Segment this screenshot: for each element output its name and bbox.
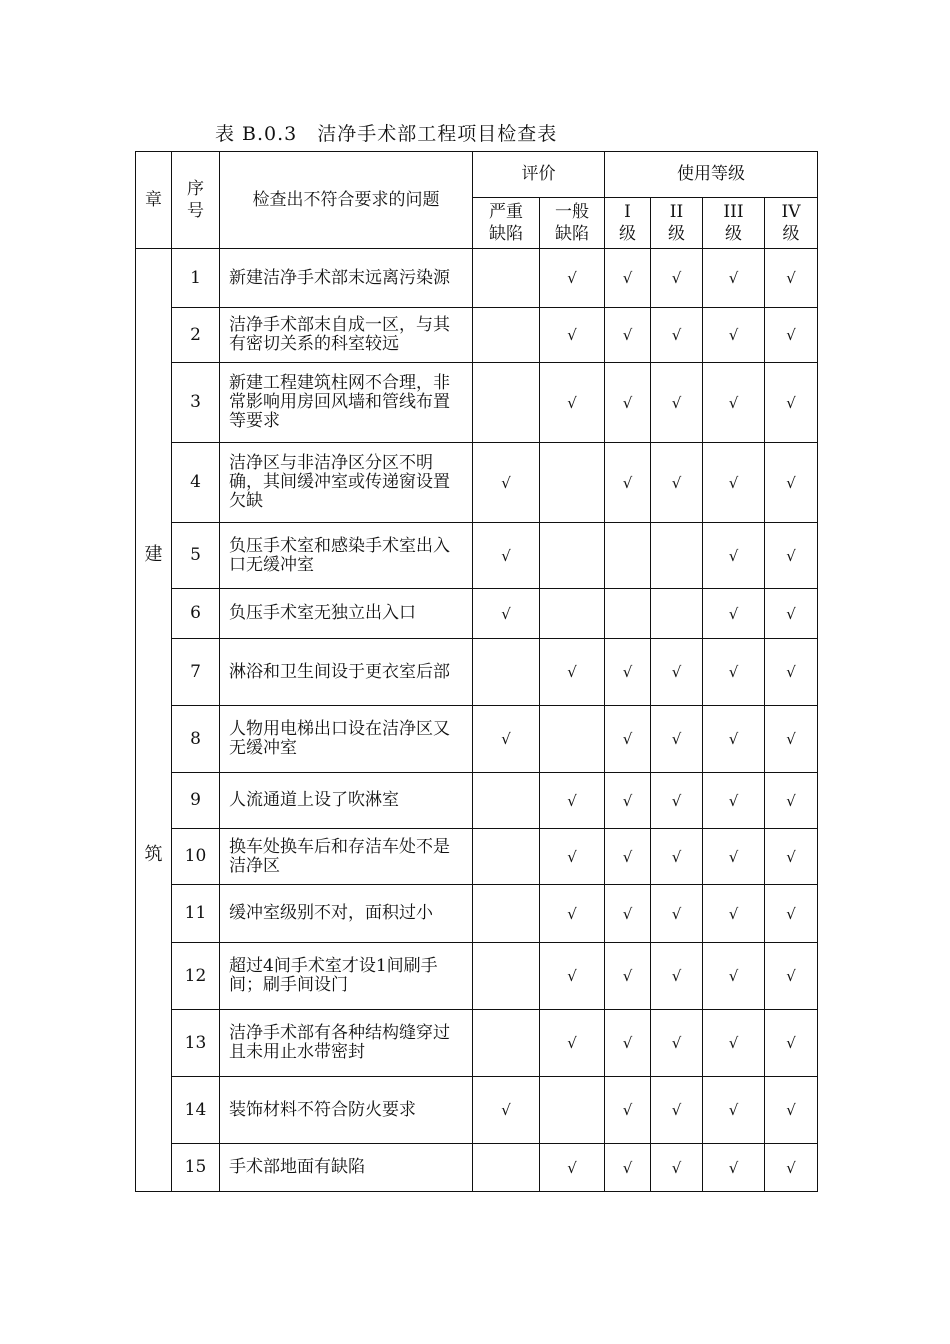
mark-grade-1: √ xyxy=(605,639,651,706)
mark-grade-1: √ xyxy=(605,363,651,443)
row-issue: 超过4间手术室才设1间刷手间；刷手间设门 xyxy=(220,943,473,1010)
row-seq: 10 xyxy=(172,829,220,885)
mark-general-defect xyxy=(540,523,605,589)
mark-grade-1: √ xyxy=(605,249,651,308)
row-seq: 5 xyxy=(172,523,220,589)
mark-general-defect: √ xyxy=(540,363,605,443)
row-seq: 4 xyxy=(172,443,220,523)
header-grade: 使用等级 xyxy=(605,152,818,198)
mark-grade-1: √ xyxy=(605,1077,651,1144)
inspection-table xyxy=(135,151,818,1192)
mark-grade-2: √ xyxy=(651,308,703,363)
row-issue: 人流通道上设了吹淋室 xyxy=(220,773,473,829)
mark-grade-3: √ xyxy=(703,308,765,363)
mark-severe-defect xyxy=(473,829,540,885)
mark-grade-4: √ xyxy=(765,1144,818,1192)
header-seq: 序号 xyxy=(172,152,220,249)
mark-severe-defect xyxy=(473,943,540,1010)
row-issue: 洁净区与非洁净区分区不明确，其间缓冲室或传递窗设置欠缺 xyxy=(220,443,473,523)
mark-grade-3: √ xyxy=(703,639,765,706)
header-grade-1: I级 xyxy=(605,198,651,249)
mark-grade-1: √ xyxy=(605,706,651,773)
mark-severe-defect xyxy=(473,1144,540,1192)
chapter-char-2: 筑 xyxy=(144,844,163,865)
mark-general-defect: √ xyxy=(540,249,605,308)
mark-general-defect: √ xyxy=(540,829,605,885)
mark-grade-1 xyxy=(605,589,651,639)
row-issue: 新建洁净手术部末远离污染源 xyxy=(220,249,473,308)
row-issue: 洁净手术部有各种结构缝穿过且未用止水带密封 xyxy=(220,1010,473,1077)
table-row xyxy=(136,443,818,523)
row-seq: 13 xyxy=(172,1010,220,1077)
row-issue: 缓冲室级别不对，面积过小 xyxy=(220,885,473,943)
mark-grade-3: √ xyxy=(703,363,765,443)
row-issue: 负压手术室和感染手术室出入口无缓冲室 xyxy=(220,523,473,589)
chapter-char-1: 建 xyxy=(144,544,163,565)
table-row xyxy=(136,943,818,1010)
mark-grade-4: √ xyxy=(765,523,818,589)
mark-severe-defect xyxy=(473,773,540,829)
table-row xyxy=(136,1010,818,1077)
row-issue: 负压手术室无独立出入口 xyxy=(220,589,473,639)
mark-grade-3: √ xyxy=(703,1144,765,1192)
mark-grade-1: √ xyxy=(605,443,651,523)
header-rating-general: 一般缺陷 xyxy=(540,198,605,249)
mark-severe-defect xyxy=(473,885,540,943)
header-rating-severe: 严重缺陷 xyxy=(473,198,540,249)
table-row xyxy=(136,829,818,885)
row-seq: 7 xyxy=(172,639,220,706)
mark-grade-3: √ xyxy=(703,1010,765,1077)
mark-grade-2: √ xyxy=(651,943,703,1010)
mark-grade-2: √ xyxy=(651,443,703,523)
mark-grade-1: √ xyxy=(605,943,651,1010)
mark-general-defect: √ xyxy=(540,639,605,706)
table-row xyxy=(136,1077,818,1144)
row-issue: 换车处换车后和存洁车处不是洁净区 xyxy=(220,829,473,885)
row-seq: 1 xyxy=(172,249,220,308)
row-seq: 12 xyxy=(172,943,220,1010)
mark-grade-3: √ xyxy=(703,943,765,1010)
mark-grade-1: √ xyxy=(605,773,651,829)
mark-grade-4: √ xyxy=(765,885,818,943)
mark-grade-4: √ xyxy=(765,773,818,829)
mark-severe-defect xyxy=(473,639,540,706)
header-rating: 评价 xyxy=(473,152,605,198)
table-row xyxy=(136,639,818,706)
mark-grade-2: √ xyxy=(651,249,703,308)
mark-grade-4: √ xyxy=(765,308,818,363)
table-row xyxy=(136,523,818,589)
row-seq: 6 xyxy=(172,589,220,639)
mark-grade-4: √ xyxy=(765,943,818,1010)
mark-grade-3: √ xyxy=(703,773,765,829)
mark-grade-4: √ xyxy=(765,443,818,523)
header-grade-4: IV级 xyxy=(765,198,818,249)
row-seq: 15 xyxy=(172,1144,220,1192)
mark-grade-4: √ xyxy=(765,249,818,308)
mark-general-defect xyxy=(540,1077,605,1144)
mark-general-defect: √ xyxy=(540,1010,605,1077)
row-issue: 新建工程建筑柱网不合理，非常影响用房回风墙和管线布置等要求 xyxy=(220,363,473,443)
mark-grade-1: √ xyxy=(605,1010,651,1077)
mark-general-defect: √ xyxy=(540,885,605,943)
table-row xyxy=(136,773,818,829)
row-seq: 8 xyxy=(172,706,220,773)
mark-grade-3: √ xyxy=(703,1077,765,1144)
chapter-cell xyxy=(136,249,172,1192)
row-seq: 11 xyxy=(172,885,220,943)
mark-grade-2 xyxy=(651,589,703,639)
mark-severe-defect xyxy=(473,1010,540,1077)
mark-grade-3: √ xyxy=(703,443,765,523)
header-grade-2: II级 xyxy=(651,198,703,249)
mark-grade-1 xyxy=(605,523,651,589)
mark-general-defect: √ xyxy=(540,943,605,1010)
mark-grade-1: √ xyxy=(605,885,651,943)
header-chapter: 章 xyxy=(136,152,172,249)
mark-grade-3: √ xyxy=(703,249,765,308)
mark-grade-4: √ xyxy=(765,363,818,443)
mark-grade-4: √ xyxy=(765,639,818,706)
mark-general-defect: √ xyxy=(540,773,605,829)
mark-grade-2: √ xyxy=(651,1077,703,1144)
mark-grade-2: √ xyxy=(651,639,703,706)
row-seq: 2 xyxy=(172,308,220,363)
mark-severe-defect xyxy=(473,363,540,443)
mark-general-defect: √ xyxy=(540,1144,605,1192)
mark-grade-2: √ xyxy=(651,363,703,443)
mark-severe-defect: √ xyxy=(473,523,540,589)
table-row xyxy=(136,589,818,639)
mark-grade-2: √ xyxy=(651,1144,703,1192)
mark-grade-3: √ xyxy=(703,706,765,773)
mark-grade-4: √ xyxy=(765,589,818,639)
table-row xyxy=(136,249,818,308)
mark-grade-1: √ xyxy=(605,829,651,885)
mark-grade-2: √ xyxy=(651,773,703,829)
mark-grade-3: √ xyxy=(703,589,765,639)
table-row xyxy=(136,363,818,443)
mark-grade-4: √ xyxy=(765,1010,818,1077)
row-issue: 手术部地面有缺陷 xyxy=(220,1144,473,1192)
table-row xyxy=(136,706,818,773)
table-title: 表 B.0.3 洁净手术部工程项目检查表 xyxy=(215,123,558,145)
row-seq: 9 xyxy=(172,773,220,829)
mark-grade-3: √ xyxy=(703,523,765,589)
row-issue: 人物用电梯出口设在洁净区又无缓冲室 xyxy=(220,706,473,773)
mark-severe-defect xyxy=(473,249,540,308)
mark-grade-1: √ xyxy=(605,308,651,363)
table-row xyxy=(136,885,818,943)
row-issue: 洁净手术部末自成一区，与其有密切关系的科室较远 xyxy=(220,308,473,363)
mark-grade-2: √ xyxy=(651,885,703,943)
mark-grade-2 xyxy=(651,523,703,589)
mark-general-defect xyxy=(540,706,605,773)
mark-grade-2: √ xyxy=(651,1010,703,1077)
mark-general-defect xyxy=(540,443,605,523)
table-row xyxy=(136,1144,818,1192)
mark-general-defect: √ xyxy=(540,308,605,363)
mark-severe-defect: √ xyxy=(473,1077,540,1144)
mark-severe-defect: √ xyxy=(473,706,540,773)
mark-severe-defect: √ xyxy=(473,443,540,523)
mark-severe-defect: √ xyxy=(473,589,540,639)
row-seq: 14 xyxy=(172,1077,220,1144)
header-issue: 检查出不符合要求的问题 xyxy=(220,152,473,249)
row-issue: 装饰材料不符合防火要求 xyxy=(220,1077,473,1144)
row-issue: 淋浴和卫生间设于更衣室后部 xyxy=(220,639,473,706)
mark-grade-4: √ xyxy=(765,706,818,773)
header-grade-3: III级 xyxy=(703,198,765,249)
mark-grade-4: √ xyxy=(765,829,818,885)
mark-grade-2: √ xyxy=(651,829,703,885)
mark-grade-4: √ xyxy=(765,1077,818,1144)
table-row xyxy=(136,308,818,363)
mark-grade-3: √ xyxy=(703,829,765,885)
mark-grade-2: √ xyxy=(651,706,703,773)
row-seq: 3 xyxy=(172,363,220,443)
mark-grade-1: √ xyxy=(605,1144,651,1192)
mark-grade-3: √ xyxy=(703,885,765,943)
mark-general-defect xyxy=(540,589,605,639)
mark-severe-defect xyxy=(473,308,540,363)
